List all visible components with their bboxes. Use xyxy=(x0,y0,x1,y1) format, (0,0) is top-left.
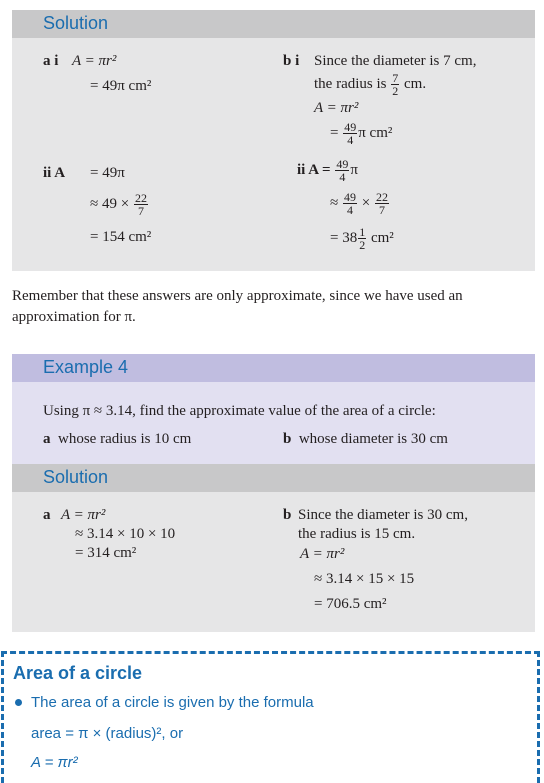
solution-2-a-label: a xyxy=(43,507,51,523)
fraction-49-4: $\frac{49}{4}$ xyxy=(344,120,357,147)
part-a-i-line1: A = πr² xyxy=(72,53,117,69)
part-b-i-label: b i xyxy=(283,53,300,69)
key-point-bullet: The area of a circle is given by the formula xyxy=(31,694,314,711)
part-a-i-line2: = 49π cm² xyxy=(90,78,152,94)
key-point-box xyxy=(1,651,540,783)
key-point-formula-line: area = π × (radius)², or xyxy=(31,725,184,742)
solution-2-a-line1: A = πr² xyxy=(61,507,106,523)
solution-2-b-line5: = 706.5 cm² xyxy=(314,596,387,612)
part-b-ii-line1: ii A = $\frac{49}{4}$ π xyxy=(297,157,358,184)
solution-2-b-line3: A = πr² xyxy=(300,546,345,562)
example-4-part-a: a whose radius is 10 cm xyxy=(43,431,192,447)
part-b-i-line4: = $\frac{49}{4}$ π cm² xyxy=(330,120,393,147)
part-b-ii-line3: = 38 $\frac{1}{2}$ cm² xyxy=(330,225,394,252)
solution-2-a-line2: ≈ 3.14 × 10 × 10 xyxy=(75,526,176,542)
part-a-ii-line1: = 49π xyxy=(90,165,125,181)
solution-2-b-label: b xyxy=(283,507,292,523)
fraction-1-2: $\frac{1}{2}$ xyxy=(359,225,366,252)
solution-2-b-line2: the radius is 15 cm. xyxy=(298,526,416,542)
solution-1-panel xyxy=(12,10,535,271)
bullet-icon xyxy=(15,699,22,706)
solution-2-panel xyxy=(12,464,535,632)
fraction-22-7: $\frac{22}{7}$ xyxy=(375,190,388,217)
part-b-i-line1: Since the diameter is 7 cm, xyxy=(314,53,477,69)
solution-1-title: Solution xyxy=(43,13,109,33)
fraction-49-4: $\frac{49}{4}$ xyxy=(343,190,356,217)
part-a-ii-label: ii A xyxy=(43,165,66,181)
example-4-part-b: b whose diameter is 30 cm xyxy=(283,431,448,447)
solution-2-title: Solution xyxy=(43,467,109,487)
part-b-i-line2: the radius is $\frac{7}{2}$ cm. xyxy=(314,71,427,98)
fraction-7-2: $\frac{7}{2}$ xyxy=(392,71,399,98)
solution-2-b-line4: ≈ 3.14 × 15 × 15 xyxy=(314,571,415,587)
solution-2-a-line3: = 314 cm² xyxy=(75,545,137,561)
fraction-22-7: $\frac{22}{7}$ xyxy=(134,191,147,218)
example-4-panel xyxy=(12,354,535,464)
example-4-prompt: Using π ≈ 3.14, find the approximate value of the area of a circle: xyxy=(43,403,436,419)
example-4-title: Example 4 xyxy=(43,357,129,377)
remark-paragraph: Remember that these answers are only approximate, since we have used an approximation for π. xyxy=(12,288,463,325)
part-b-ii-line2: ≈ $\frac{49}{4}$ × $\frac{22}{7}$ xyxy=(330,190,388,217)
part-a-i-label: a i xyxy=(43,53,59,69)
part-a-ii-line2: ≈ 49 × $\frac{22}{7}$ xyxy=(90,191,147,218)
solution-2-b-line1: Since the diameter is 30 cm, xyxy=(298,507,468,523)
key-point-title: Area of a circle xyxy=(13,663,143,683)
part-b-i-line3: A = πr² xyxy=(314,100,359,116)
key-point-formula: A = πr² xyxy=(31,754,78,771)
fraction-49-4: $\frac{49}{4}$ xyxy=(336,157,349,184)
part-a-ii-line3: = 154 cm² xyxy=(90,229,152,245)
